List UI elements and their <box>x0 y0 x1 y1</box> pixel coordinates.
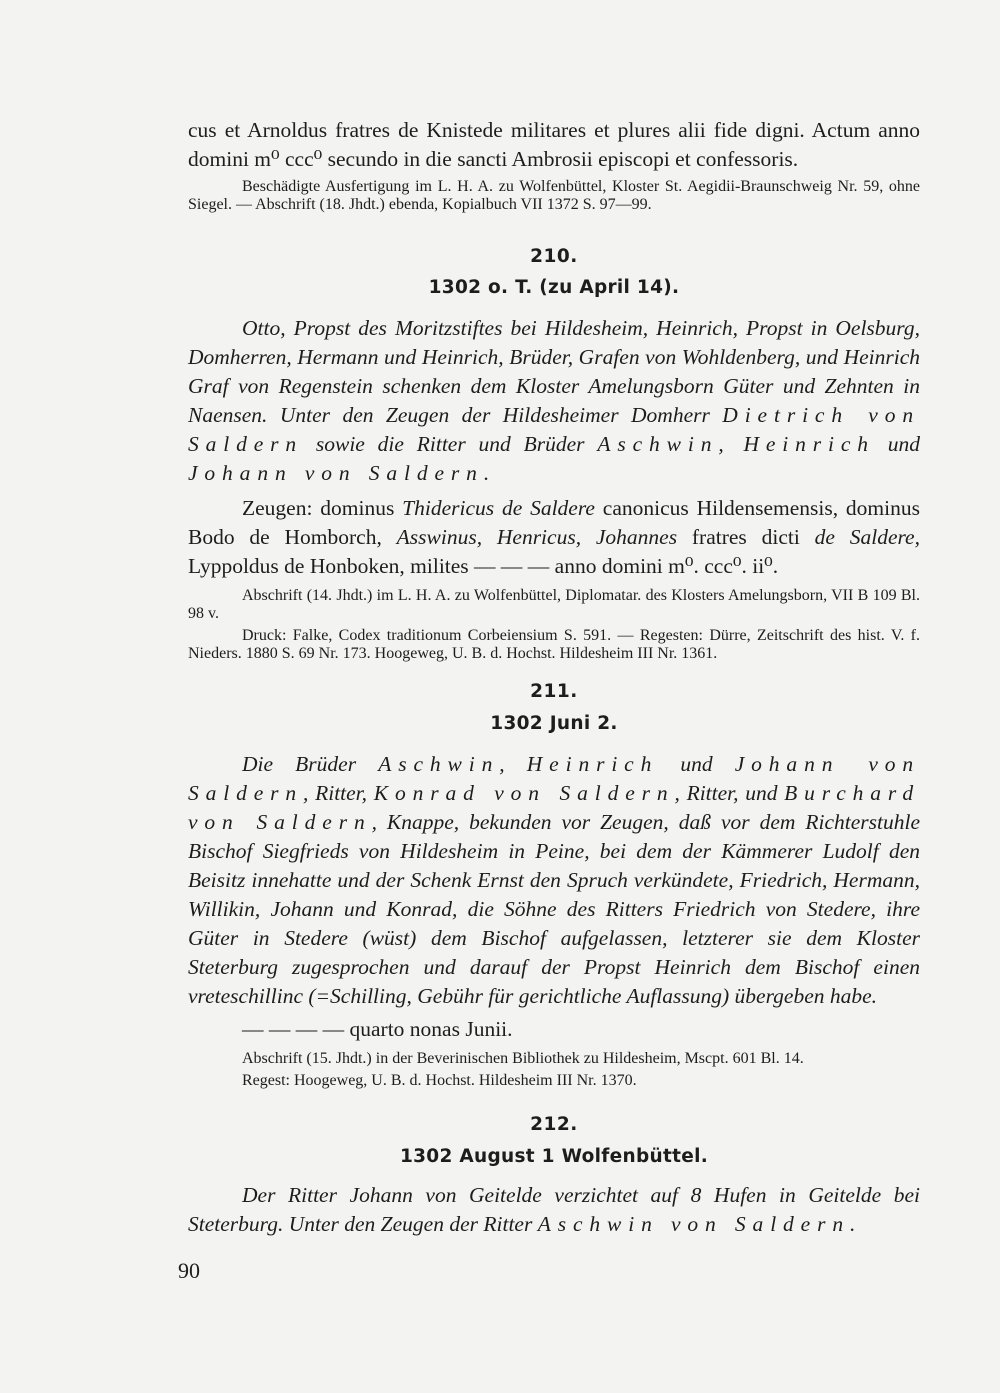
entry-212 <box>188 1114 920 1167</box>
entry-211 <box>188 681 920 734</box>
entry-number: 212. <box>530 1114 578 1135</box>
entry-summary: Der Ritter Johann von Geitelde verzichtet auf 8 Hufen in Geitelde bei Steterburg. Unter den Zeugen der Ritter Aschwin von Saldern. <box>188 1183 920 1236</box>
entry-number: 211. <box>530 681 578 702</box>
entry-note: Regest: Hoogeweg, U. B. d. Hochst. Hildesheim III Nr. 1370. <box>242 1072 637 1089</box>
top-note: Beschädigte Ausfertigung im L. H. A. zu Wolfenbüttel, Kloster St. Aegidii-Braunschweig Nr. 59, ohne Siegel. — Abschrift (18. Jhdt.) ebenda, Kopialbuch VII 1372 S. 97—99. <box>188 178 920 213</box>
entry-note: Abschrift (14. Jhdt.) im L. H. A. zu Wolfenbüttel, Diplomatar. des Klosters Amelungsborn, VII B 109 Bl. 98 v. <box>188 587 920 622</box>
entry-date: 1302 August 1 Wolfenbüttel. <box>399 1146 709 1167</box>
entry-note: Druck: Falke, Codex traditionum Corbeiensium S. 591. — Regesten: Dürre, Zeitschrift des hist. V. f. Nieders. 1880 S. 69 Nr. 173. Hoogeweg, U. B. d. Hochst. Hildesheim III Nr. 1361. <box>188 627 920 662</box>
entry-210 <box>188 246 920 298</box>
entry-witnesses: Zeugen: dominus Thidericus de Saldere canonicus Hildensemensis, dominus Bodo de Homborch, Asswinus, Henricus, Johannes fratres dicti de Saldere, Lyppoldus de Honboken, milites — — — anno domini m⁰. ccc⁰. ii⁰. <box>188 496 920 578</box>
entry-date: 1302 o. T. (zu April 14). <box>428 277 680 298</box>
entry-summary: Otto, Propst des Moritzstiftes bei Hildesheim, Heinrich, Propst in Oelsburg, Domherren, Hermann und Heinrich, Brüder, Grafen von Wohldenberg, und Heinrich Graf von Regenstein schenken dem Kloster Amelungsborn Güter und Zehnten in Naensen. Unter den Zeugen der Hildesheimer Domherr Dietrich von Saldern sowie die Ritter und Brüder Aschwin, Heinrich und Johann von Saldern. <box>188 316 920 485</box>
entry-number: 210. <box>530 246 578 267</box>
top-continuation <box>188 116 920 214</box>
entry-note: Abschrift (15. Jhdt.) in der Beverinischen Bibliothek zu Hildesheim, Mscpt. 601 Bl. 14. <box>242 1050 804 1067</box>
page-number: 90 <box>178 1258 200 1283</box>
entry-211-body <box>188 750 920 1090</box>
entry-text: — — — — quarto nonas Junii. <box>242 1017 513 1041</box>
top-text: cus et Arnoldus fratres de Knistede militares et plures alii fide digni. Actum anno domini m⁰ ccc⁰ secundo in die sancti Ambrosii episcopi et confessoris. <box>188 118 920 171</box>
entry-210-body <box>188 314 920 663</box>
entry-212-body <box>188 1181 920 1239</box>
entry-date: 1302 Juni 2. <box>490 713 618 734</box>
entry-summary: Die Brüder Aschwin, Heinrich und Johann von Saldern, Ritter, Konrad von Saldern, Ritter, und Burchard von Saldern, Knappe, bekunden vor Zeugen, daß vor dem Richterstuhle Bischof Siegfrieds von Hildesheim in Peine, bei dem der Kämmerer Ludolf den Beisitz innehatte und der Schenk Ernst den Spruch verkündete, Friedrich, Hermann, Willikin, Johann und Konrad, die Söhne des Ritters Friedrich von Stedere, ihre Güter in Stedere (wüst) dem Bischof aufgelassen, letzterer sie dem Kloster Steterburg zugesprochen und darauf der Propst Heinrich dem Bischof einen vreteschillinc (=Schilling, Gebühr für gerichtliche Auflassung) übergeben habe. <box>188 752 921 1008</box>
